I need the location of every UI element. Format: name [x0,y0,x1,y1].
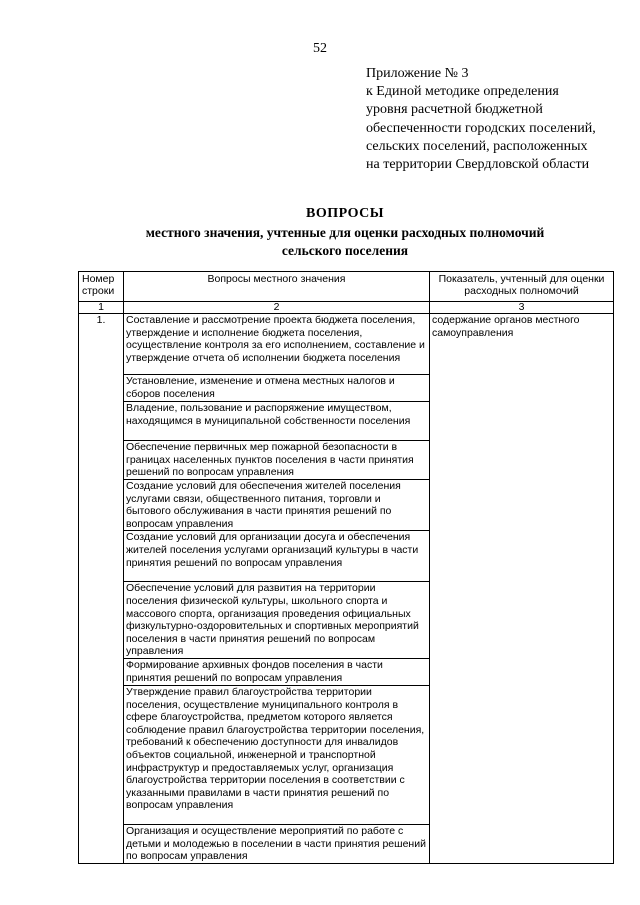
appendix-line: Приложение № 3 [366,66,469,81]
row-number: 1. [79,314,124,864]
appendix-line: сельских поселений, расположенных [366,138,588,154]
questions-table [78,271,614,864]
subtitle-line: сельского поселения [281,243,409,258]
question-cell: Создание условий для обеспечения жителей поселения услугами связи, общественного питания, торговли и бытового обслуживания в части принятия решений по вопросам управления [124,480,430,531]
question-cell: Обеспечение условий для развития на территории поселения физической культуры, школьного спорта и массового спорта, организация проведения официальных физкультурно-оздоровительных и спортивных мероприятий поселения в части принятия решений по вопросам управления [124,582,430,659]
column-number: 1 [79,302,124,314]
table-row [79,314,614,375]
table-header-row [79,272,614,302]
document-title: ВОПРОСЫ [305,206,384,221]
question-cell: Утверждение правил благоустройства территории поселения, осуществление муниципального контроля в сфере благоустройства, предметом которого является соблюдение правил благоустройства территории поселения, требований к обеспечению доступности для инвалидов объектов социальной, инженерной и транспортной инфраструктур и предоставляемых услуг, организация благоустройства территории поселения в соответствии с указанными правилами в части принятия решений по вопросам управления [124,685,430,824]
subtitle-line: местного значения, учтенные для оценки расходных полномочий [145,225,545,240]
question-cell: Обеспечение первичных мер пожарной безопасности в границах населенных пунктов поселения в части принятия решений по вопросам управления [124,441,430,480]
appendix-line: на территории Свердловской области [366,157,590,173]
appendix-line: уровня расчетной бюджетной [366,102,543,118]
appendix-line: обеспеченности городских поселений, [366,120,596,136]
question-cell: Создание условий для организации досуга и обеспечения жителей поселения услугами организаций культуры в части принятия решений по вопросам управления [124,531,430,582]
question-cell: Формирование архивных фондов поселения в части принятия решений по вопросам управления [124,658,430,685]
header-row-number: Номер строки [79,272,124,302]
column-number: 3 [430,302,614,314]
appendix-note [366,65,636,174]
document-subtitle [0,224,640,260]
question-cell: Составление и рассмотрение проекта бюджета поселения, утверждение и исполнение бюджета поселения, осуществление контроля за его исполнением, составление и утверждение отчета об исполнении бюджета поселения [124,314,430,375]
page-number: 52 [313,41,327,56]
question-cell: Организация и осуществление мероприятий по работе с детьми и молодежью в поселении в части принятия решений по вопросам управления [124,824,430,863]
question-cell: Владение, пользование и распоряжение имуществом, находящимся в муниципальной собственности поселения [124,402,430,441]
question-cell: Установление, изменение и отмена местных налогов и сборов поселения [124,375,430,402]
indicator-cell: содержание органов местного самоуправления [430,314,614,864]
column-number-row [79,302,614,314]
header-indicator: Показатель, учтенный для оценки расходных полномочий [430,272,614,302]
column-number: 2 [124,302,430,314]
appendix-line: к Единой методике определения [366,84,559,100]
header-question: Вопросы местного значения [124,272,430,302]
